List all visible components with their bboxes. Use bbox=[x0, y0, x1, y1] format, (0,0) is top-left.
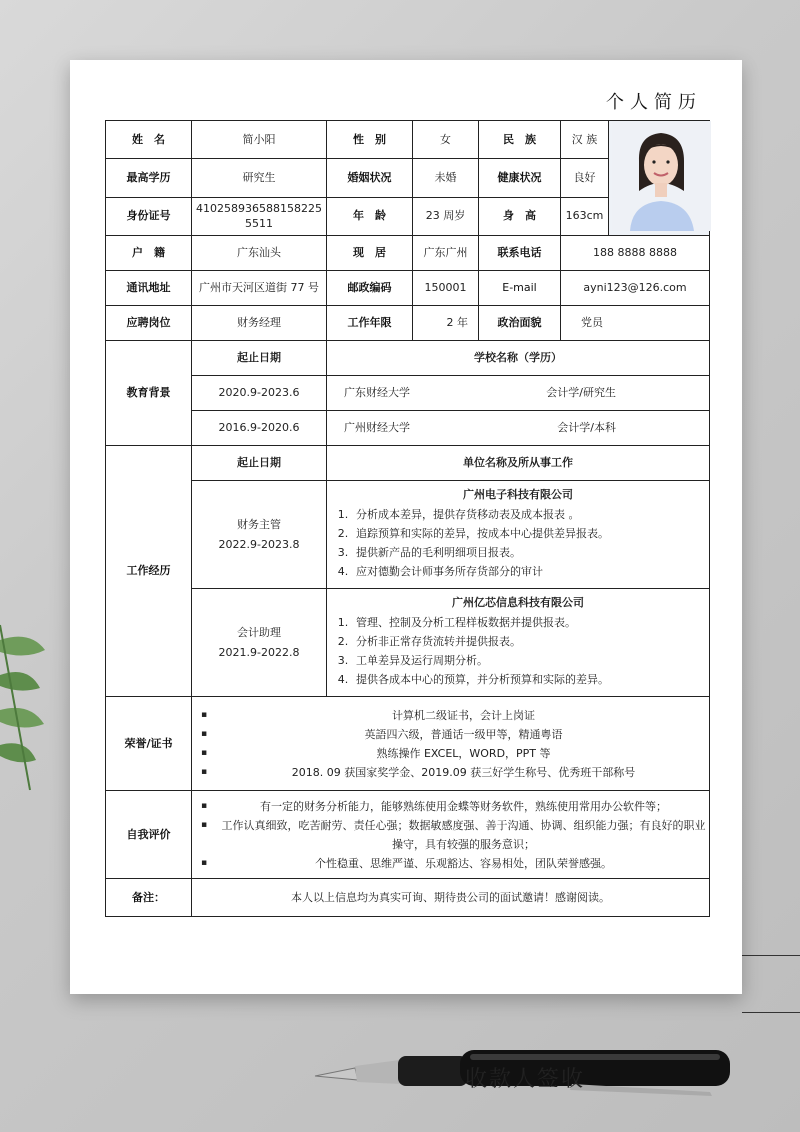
company-name: 广州电子科技有限公司 bbox=[463, 488, 573, 502]
self-eval-item: ▪ 有一定的财务分析能力，能够熟练使用金蝶等财务软件，熟练使用常用办公软件等； bbox=[195, 797, 706, 816]
education-degree: 会计学/本科 bbox=[557, 421, 616, 435]
profile-photo bbox=[609, 121, 710, 236]
education-label: 教育背景 bbox=[106, 341, 192, 446]
remarks-label: 备注： bbox=[106, 879, 192, 917]
name-value: 简小阳 bbox=[192, 121, 327, 159]
plant-leaves-icon bbox=[0, 620, 60, 800]
postal-value: 150001 bbox=[413, 271, 479, 306]
height-label: 身 高 bbox=[479, 197, 561, 235]
years-label: 工作年限 bbox=[327, 306, 413, 341]
job-date: 2022.9-2023.8 bbox=[218, 537, 300, 551]
work-company-header: 单位名称及所从事工作 bbox=[327, 446, 710, 481]
job-details bbox=[327, 481, 710, 589]
hukou-label: 户 籍 bbox=[106, 236, 192, 271]
education-date: 2020.9-2023.6 bbox=[192, 376, 327, 411]
position-label: 应聘岗位 bbox=[106, 306, 192, 341]
position-value: 财务经理 bbox=[192, 306, 327, 341]
marital-value: 未婚 bbox=[413, 159, 479, 197]
education-date-header: 起止日期 bbox=[192, 341, 327, 376]
signature-text: 收款人签收 bbox=[465, 1067, 586, 1092]
job-title: 会计助理 bbox=[237, 625, 281, 639]
duty-item: 3. 工单差异及运行周期分析。 bbox=[337, 654, 488, 668]
name-label: 姓 名 bbox=[106, 121, 192, 159]
education-degree: 会计学/研究生 bbox=[546, 386, 616, 400]
self-eval-list bbox=[192, 791, 710, 879]
job-date: 2021.9-2022.8 bbox=[218, 645, 300, 659]
honors-label: 荣誉/证书 bbox=[106, 697, 192, 791]
duty-item: 1. 分析成本差异，提供存货移动表及成本报表 。 bbox=[337, 508, 580, 522]
remarks-text: 本人以上信息均为真实可询、期待贵公司的面试邀请！感谢阅读。 bbox=[192, 879, 710, 917]
age-value: 23 周岁 bbox=[413, 197, 479, 235]
address-value: 广州市天河区道街 77 号 bbox=[192, 271, 327, 306]
job-title-date bbox=[192, 481, 327, 589]
edu-value: 研究生 bbox=[192, 159, 327, 197]
company-name: 广州亿芯信息科技有限公司 bbox=[452, 596, 584, 610]
page-title: 个人简历 bbox=[606, 92, 702, 113]
political-label: 政治面貌 bbox=[479, 306, 561, 341]
residence-value: 广东广州 bbox=[413, 236, 479, 271]
duty-item: 4. 提供各成本中心的预算，并分析预算和实际的差异。 bbox=[337, 673, 609, 687]
duty-item: 2. 分析非正常存货流转并提供报表。 bbox=[337, 635, 521, 649]
gender-label: 性 别 bbox=[327, 121, 413, 159]
duty-item: 4. 应对德勤会计师事务所存货部分的审计 bbox=[337, 565, 543, 579]
health-label: 健康状况 bbox=[479, 159, 561, 197]
id-label: 身份证号 bbox=[106, 197, 192, 235]
address-label: 通讯地址 bbox=[106, 271, 192, 306]
self-eval-item: ▪ 个性稳重、思维严谨、乐观豁达、容易相处，团队荣誉感强。 bbox=[195, 854, 706, 873]
job-details bbox=[327, 589, 710, 697]
work-date-header: 起止日期 bbox=[192, 446, 327, 481]
education-school-header: 学校名称（学历） bbox=[327, 341, 710, 376]
job-title-date bbox=[192, 589, 327, 697]
honor-item: ▪ 英語四六级，普通话一级甲等，精通粤语 bbox=[195, 725, 706, 744]
education-date: 2016.9-2020.6 bbox=[192, 411, 327, 446]
duty-item: 3. 提供新产品的毛利明细项目报表。 bbox=[337, 546, 521, 560]
health-value: 良好 bbox=[561, 159, 609, 197]
honors-list bbox=[192, 697, 710, 791]
education-school: 广州财经大学 bbox=[344, 421, 410, 435]
age-label: 年 龄 bbox=[327, 197, 413, 235]
gender-value: 女 bbox=[413, 121, 479, 159]
phone-label: 联系电话 bbox=[479, 236, 561, 271]
email-label: E-mail bbox=[479, 271, 561, 306]
marital-label: 婚姻状况 bbox=[327, 159, 413, 197]
decor-line bbox=[742, 955, 800, 956]
self-eval-label: 自我评价 bbox=[106, 791, 192, 879]
education-school: 广东财经大学 bbox=[344, 386, 410, 400]
honor-item: ▪ 熟练操作 EXCEL，WORD，PPT 等 bbox=[195, 744, 706, 763]
hukou-value: 广东汕头 bbox=[192, 236, 327, 271]
edu-label: 最高学历 bbox=[106, 159, 192, 197]
decor-line bbox=[742, 1012, 800, 1013]
phone-value: 188 8888 8888 bbox=[561, 236, 710, 271]
ethnic-label: 民 族 bbox=[479, 121, 561, 159]
job-title: 财务主管 bbox=[237, 517, 281, 531]
honor-item: ▪ 2018. 09 获国家奖学金、2019.09 获三好学生称号、优秀班干部称号 bbox=[195, 763, 706, 782]
years-value: 2 年 bbox=[413, 306, 479, 341]
residence-label: 现 居 bbox=[327, 236, 413, 271]
ethnic-value: 汉 族 bbox=[561, 121, 609, 159]
height-value: 163cm bbox=[561, 197, 609, 235]
id-value: 410258936588158225 5511 bbox=[192, 197, 327, 235]
postal-label: 邮政编码 bbox=[327, 271, 413, 306]
resume-paper bbox=[70, 60, 742, 994]
self-eval-item: ▪ 工作认真细致，吃苦耐劳、责任心强；数据敏感度强、善于沟通、协调、组织能力强；有良好的职业操守，具有较强的服务意识； bbox=[195, 816, 706, 854]
resume-table bbox=[105, 120, 710, 917]
political-value: 党员 bbox=[561, 306, 710, 341]
work-label: 工作经历 bbox=[106, 446, 192, 697]
duty-item: 1. 管理、控制及分析工程样板数据并提供报表。 bbox=[337, 616, 576, 630]
duty-item: 2. 追踪预算和实际的差异，按成本中心提供差异报表。 bbox=[337, 527, 609, 541]
honor-item: ▪ 计算机二级证书，会计上岗证 bbox=[195, 706, 706, 725]
email-value: ayni123@126.com bbox=[561, 271, 710, 306]
